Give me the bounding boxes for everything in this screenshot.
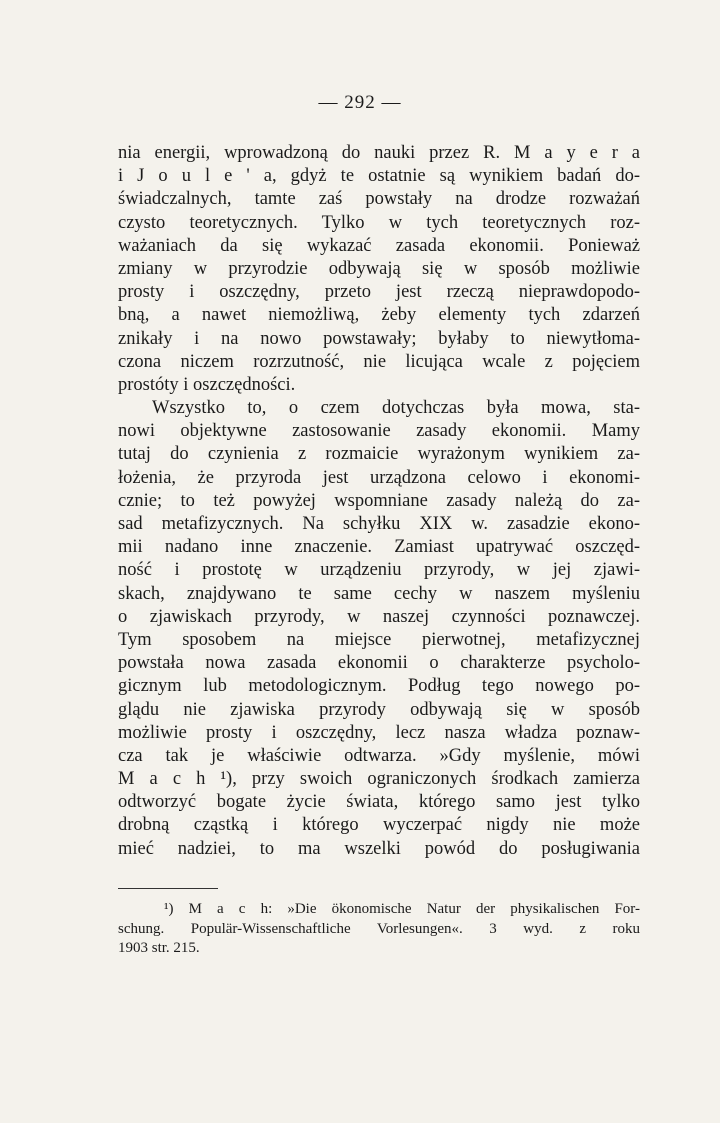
footnote-line: ¹) M a c h: »Die ökonomische Natur der physikalischen For- (164, 901, 640, 917)
text-line: mii nadano inne znaczenie. Zamiast upatrywać oszczęd- (118, 537, 640, 558)
text-line: o zjawiskach przyrody, w naszej czynności poznawczej. (118, 606, 640, 627)
text-line: sad metafizycznych. Na schyłku XIX w. zasadzie ekono- (118, 514, 640, 534)
text-line: ważaniach da się wykazać zasada ekonomii. Ponieważ (118, 235, 640, 256)
text-line: cza tak je właściwie odtwarza. »Gdy myślenie, mówi (118, 745, 640, 766)
text-line: Wszystko to, o czem dotychczas była mowa, sta- (152, 398, 640, 419)
text-line: znikały i na nowo powstawały; byłaby to niewytłoma- (118, 328, 640, 349)
text-line: czysto teoretycznych. Tylko w tych teoretycznych roz- (118, 212, 640, 233)
text-line: możliwie prosty i oszczędny, lecz nasza władza poznaw- (118, 722, 640, 743)
text-line: gicznym lub metodologicznym. Podług tego nowego po- (118, 676, 640, 697)
text-line: nia energii, wprowadzoną do nauki przez R. M a y e r a (118, 143, 640, 163)
text-line: cznie; to też powyżej wspomniane zasady należą do za- (118, 490, 640, 511)
text-line: skach, znajdywano te same cechy w naszem myśleniu (118, 583, 640, 604)
text-line: Tym sposobem na miejsce pierwotnej, metafizycznej (118, 629, 640, 650)
text-line: łożenia, że przyroda jest urządzona celowo i ekonomi- (118, 467, 640, 488)
text-line: odtworzyć bogate życie świata, którego samo jest tylko (118, 792, 640, 813)
footnote-line: schung. Populär-Wissenschaftliche Vorlesungen«. 3 wyd. z roku (118, 920, 640, 937)
text-line: powstała nowa zasada ekonomii o charakterze psycholo- (118, 653, 640, 674)
text-line: M a c h ¹), przy swoich ograniczonych środkach zamierza (118, 769, 640, 790)
text-line: prosty i oszczędny, przeto jest rzeczą nieprawdopodo- (118, 282, 640, 303)
text-line: i J o u l e ' a, gdyż te ostatnie są wynikiem badań do- (118, 166, 640, 187)
text-line: bną, a nawet niemożliwą, żeby elementy tych zdarzeń (118, 305, 640, 326)
text-line: glądu nie zjawiska przyrody odbywają się w sposób (118, 699, 640, 720)
footnote (118, 900, 640, 959)
footnote-line: 1903 str. 215. (118, 940, 200, 956)
text-line: zmiany w przyrodzie odbywają się w sposób możliwie (118, 258, 640, 279)
text-line: prostóty i oszczędności. (118, 374, 296, 395)
text-line: ność i prostotę w urządzeniu przyrody, w jej zjawi- (118, 560, 640, 581)
text-line: tutaj do czynienia z rozmaicie wyrażonym wynikiem za- (118, 444, 640, 465)
footnote-divider (118, 888, 218, 889)
text-line: mieć nadziei, to ma wszelki powód do posługiwania (118, 838, 640, 859)
text-line: nowi objektywne zastosowanie zasady ekonomii. Mamy (118, 421, 640, 442)
text-line: czona niczem rozrzutność, nie licująca wcale z pojęciem (118, 351, 640, 372)
text-line: świadczalnych, tamte zaś powstały na drodze rozważań (118, 189, 640, 210)
page-number: — 292 — (318, 92, 402, 113)
body-text (118, 142, 640, 861)
text-line: drobną cząstką i którego wyczerpać nigdy nie może (118, 815, 640, 836)
